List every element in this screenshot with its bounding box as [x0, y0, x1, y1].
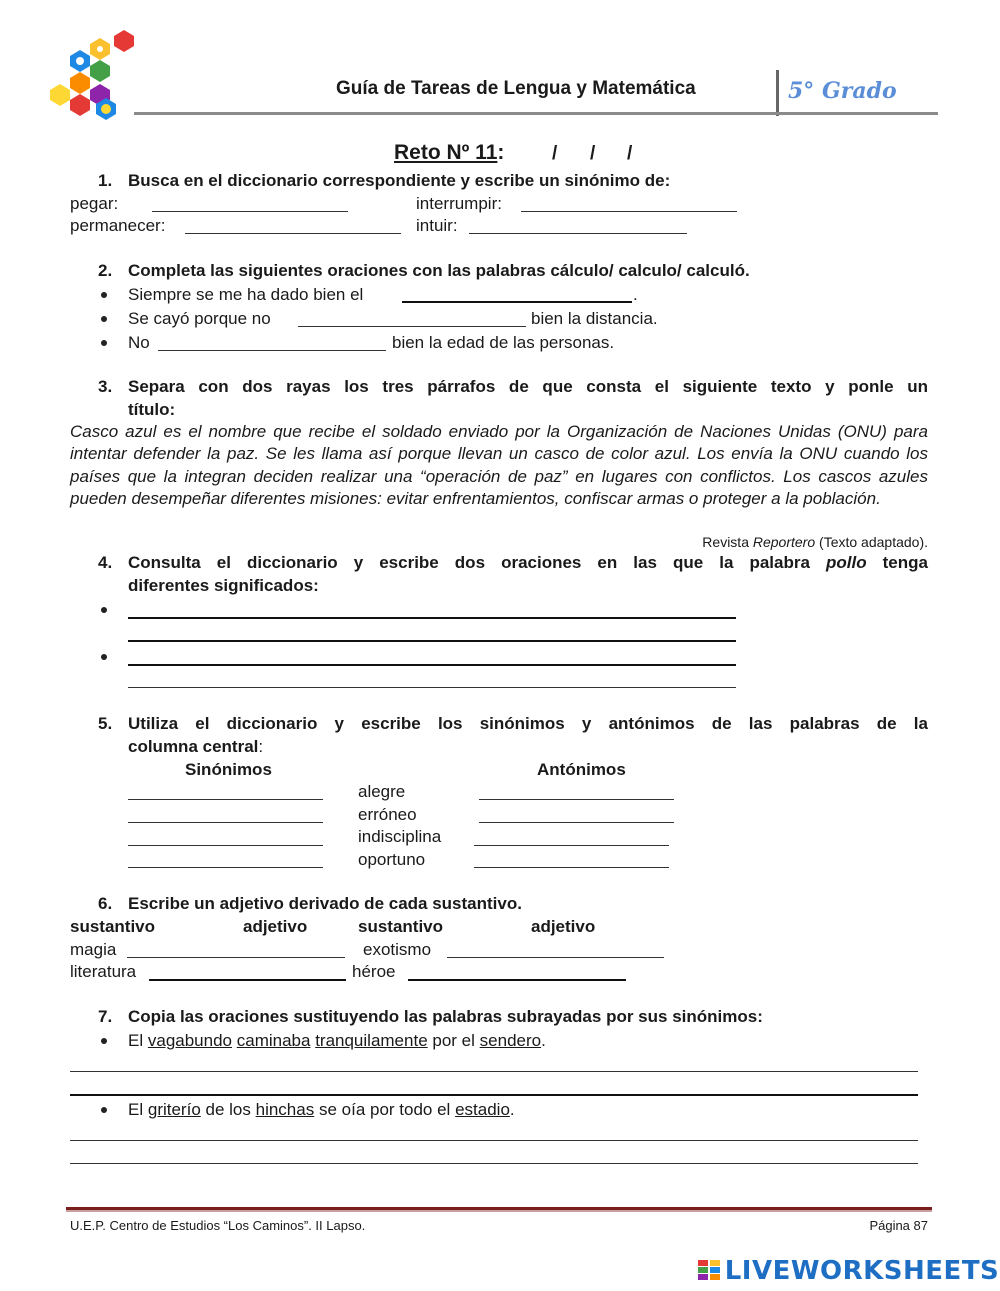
logo-hexagons	[50, 30, 134, 120]
school-logo	[46, 28, 138, 120]
q4-instruction-line1	[128, 553, 928, 573]
q6-header-sustantivo-1: sustantivo	[70, 917, 156, 936]
bullet	[101, 607, 107, 613]
q6-answer-line-literatura[interactable]	[149, 979, 346, 981]
q6-header-sustantivo-2: sustantivo	[358, 917, 444, 936]
q4-text-a: Consulta el diccionario y escribe dos oraciones en las que la palabra	[128, 553, 810, 572]
q1-instruction: Busca en el diccionario correspondiente y escribe un sinónimo de:	[128, 171, 671, 190]
q1-answer-line-pegar[interactable]	[152, 211, 348, 212]
q7-s2-part-4: .	[509, 1100, 515, 1119]
q2-item2-after: bien la distancia.	[531, 309, 658, 328]
q7-instruction: Copia las oraciones sustituyendo las palabras subrayadas por sus sinónimos:	[128, 1007, 763, 1026]
q2-item3-after: bien la edad de las personas.	[392, 333, 615, 352]
q7-sentence-2	[128, 1100, 515, 1120]
q7-s2-underlined-1: griterío	[147, 1100, 201, 1119]
q2-item1-before: Siempre se me ha dado bien el	[128, 285, 364, 304]
q2-item1-after: .	[633, 285, 638, 304]
q7-s1-underlined-3: tranquilamente	[315, 1031, 428, 1050]
q1-word-intuir: intuir:	[416, 216, 458, 235]
q5-antonym-line-2[interactable]	[479, 822, 674, 823]
q7-sentence-1	[128, 1031, 546, 1051]
q6-noun-exotismo: exotismo	[363, 940, 432, 959]
q7-answer-line-1[interactable]	[70, 1071, 918, 1072]
q5-colon: :	[258, 737, 264, 756]
q4-answer-line-1[interactable]	[128, 617, 736, 619]
footer-rule	[66, 1207, 932, 1212]
q3-paragraph: Casco azul es el nombre que recibe el soldado enviado por la Organización de Naciones Unidas (ONU) para intentar defender la paz. Se les llama así porque llevan un casco de color azul. Los envía la ONU cuando los países que la integran deciden realizar una “operación de paz” en lugares con conflictos. Los cascos azules pueden desempeñar diferentes misiones: evitar enfrentamientos, confiscar armas o proteger a la población.	[70, 422, 928, 509]
q5-synonym-line-2[interactable]	[128, 822, 323, 823]
q6-answer-line-exotismo[interactable]	[447, 957, 664, 958]
header-title: Guía de Tareas de Lengua y Matemática	[336, 78, 696, 99]
q3-number: 3.	[98, 377, 113, 396]
q7-s2-part-2: de los	[205, 1100, 251, 1119]
q6-header-adjetivo-1: adjetivo	[243, 917, 308, 936]
q5-antonym-line-1[interactable]	[479, 799, 674, 800]
q7-s1-underlined-2: caminaba	[236, 1031, 311, 1050]
q2-item2-before: Se cayó porque no	[128, 309, 271, 328]
date-slash-1: /	[552, 143, 558, 164]
q4-text-b: tenga	[882, 553, 928, 572]
q7-s2-underlined-2: hinchas	[255, 1100, 315, 1119]
q1-answer-line-interrumpir[interactable]	[521, 211, 737, 212]
q5-instruction-line1: Utiliza el diccionario y escribe los sinónimos y antónimos de las palabras de la	[128, 714, 928, 733]
q1-number: 1.	[98, 171, 113, 190]
q5-antonym-line-3[interactable]	[474, 845, 669, 846]
q6-answer-line-magia[interactable]	[127, 957, 345, 958]
reto-label: Reto Nº 11	[394, 141, 498, 164]
q6-number: 6.	[98, 894, 113, 913]
q1-word-interrumpir: interrumpir:	[416, 194, 502, 213]
bullet	[101, 292, 107, 298]
q7-s1-part-1: El	[128, 1031, 144, 1050]
q5-word-1: alegre	[358, 782, 406, 801]
q6-header-adjetivo-2: adjetivo	[531, 917, 596, 936]
q6-noun-heroe: héroe	[352, 962, 396, 981]
q3-source-prefix: Revista	[702, 534, 749, 550]
q2-item2-blank[interactable]	[298, 326, 526, 327]
bullet	[101, 654, 107, 660]
q7-answer-line-2[interactable]	[70, 1094, 918, 1096]
q4-answer-line-4[interactable]	[128, 687, 736, 688]
footer-page: Página 87	[869, 1218, 928, 1233]
date-slash-3: /	[627, 143, 633, 164]
q7-s1-underlined-1: vagabundo	[147, 1031, 232, 1050]
q6-noun-magia: magia	[70, 940, 117, 959]
q4-word: pollo	[825, 553, 867, 572]
q1-answer-line-permanecer[interactable]	[185, 233, 401, 234]
q5-col-antonyms: Antónimos	[537, 760, 626, 779]
q6-instruction: Escribe un adjetivo derivado de cada sustantivo.	[128, 894, 522, 913]
header-divider	[776, 70, 779, 116]
reto-heading	[394, 141, 504, 165]
brand-name: LIVEWORKSHEETS	[724, 1256, 1000, 1286]
brand-logo	[698, 1256, 999, 1284]
q2-item3-blank[interactable]	[158, 350, 386, 351]
q7-s2-underlined-3: estadio	[455, 1100, 510, 1119]
q3-source-title: Reportero	[752, 534, 816, 550]
q7-s2-part-1: El	[128, 1100, 144, 1119]
q7-number: 7.	[98, 1007, 113, 1026]
q7-s2-part-3: se oía por todo el	[318, 1100, 451, 1119]
q7-s1-part-2: por el	[432, 1031, 475, 1050]
q6-noun-literatura: literatura	[70, 962, 137, 981]
grade-label: 5° Grado	[788, 78, 897, 104]
q3-source-suffix: (Texto adaptado).	[819, 534, 928, 550]
q5-synonym-line-4[interactable]	[128, 867, 323, 868]
bullet	[101, 1107, 107, 1113]
reto-colon: :	[497, 141, 505, 164]
q5-text-line2: columna central	[128, 737, 259, 756]
bullet	[101, 316, 107, 322]
q6-answer-line-heroe[interactable]	[408, 979, 626, 981]
q1-word-pegar: pegar:	[70, 194, 119, 213]
q5-col-synonyms: Sinónimos	[185, 760, 272, 779]
bullet	[101, 1038, 107, 1044]
q5-instruction-line2	[128, 737, 263, 757]
q5-synonym-line-3[interactable]	[128, 845, 323, 846]
q2-item1-blank[interactable]	[402, 301, 632, 303]
q7-s1-part-3: .	[541, 1031, 546, 1050]
bullet	[101, 340, 107, 346]
q2-number: 2.	[98, 261, 113, 280]
q2-instruction: Completa las siguientes oraciones con las palabras cálculo/ calculo/ calculó.	[128, 261, 750, 280]
q4-instruction-line2: diferentes significados:	[128, 576, 319, 595]
q5-antonym-line-4[interactable]	[474, 867, 669, 868]
q5-word-3: indisciplina	[358, 827, 442, 846]
q1-answer-line-intuir[interactable]	[469, 233, 687, 234]
q7-s1-underlined-4: sendero	[479, 1031, 542, 1050]
q4-answer-line-3[interactable]	[128, 664, 736, 666]
q3-instruction-line2: título:	[128, 400, 176, 419]
q7-answer-line-3[interactable]	[70, 1140, 918, 1141]
brand-icon	[698, 1260, 720, 1286]
q3-source	[702, 534, 928, 550]
q4-answer-line-2[interactable]	[128, 640, 736, 642]
q5-word-4: oportuno	[358, 850, 426, 869]
footer-school: U.E.P. Centro de Estudios “Los Caminos”. II Lapso.	[70, 1218, 366, 1233]
q5-synonym-line-1[interactable]	[128, 799, 323, 800]
q1-word-permanecer: permanecer:	[70, 216, 166, 235]
date-slash-2: /	[590, 143, 596, 164]
header-rule	[134, 112, 938, 115]
q5-number: 5.	[98, 714, 113, 733]
q4-number: 4.	[98, 553, 113, 572]
q3-instruction-line1: Separa con dos rayas los tres párrafos de que consta el siguiente texto y ponle un	[128, 377, 928, 396]
q7-answer-line-4[interactable]	[70, 1163, 918, 1164]
q5-word-2: erróneo	[358, 805, 417, 824]
q2-item3-before: No	[128, 333, 150, 352]
